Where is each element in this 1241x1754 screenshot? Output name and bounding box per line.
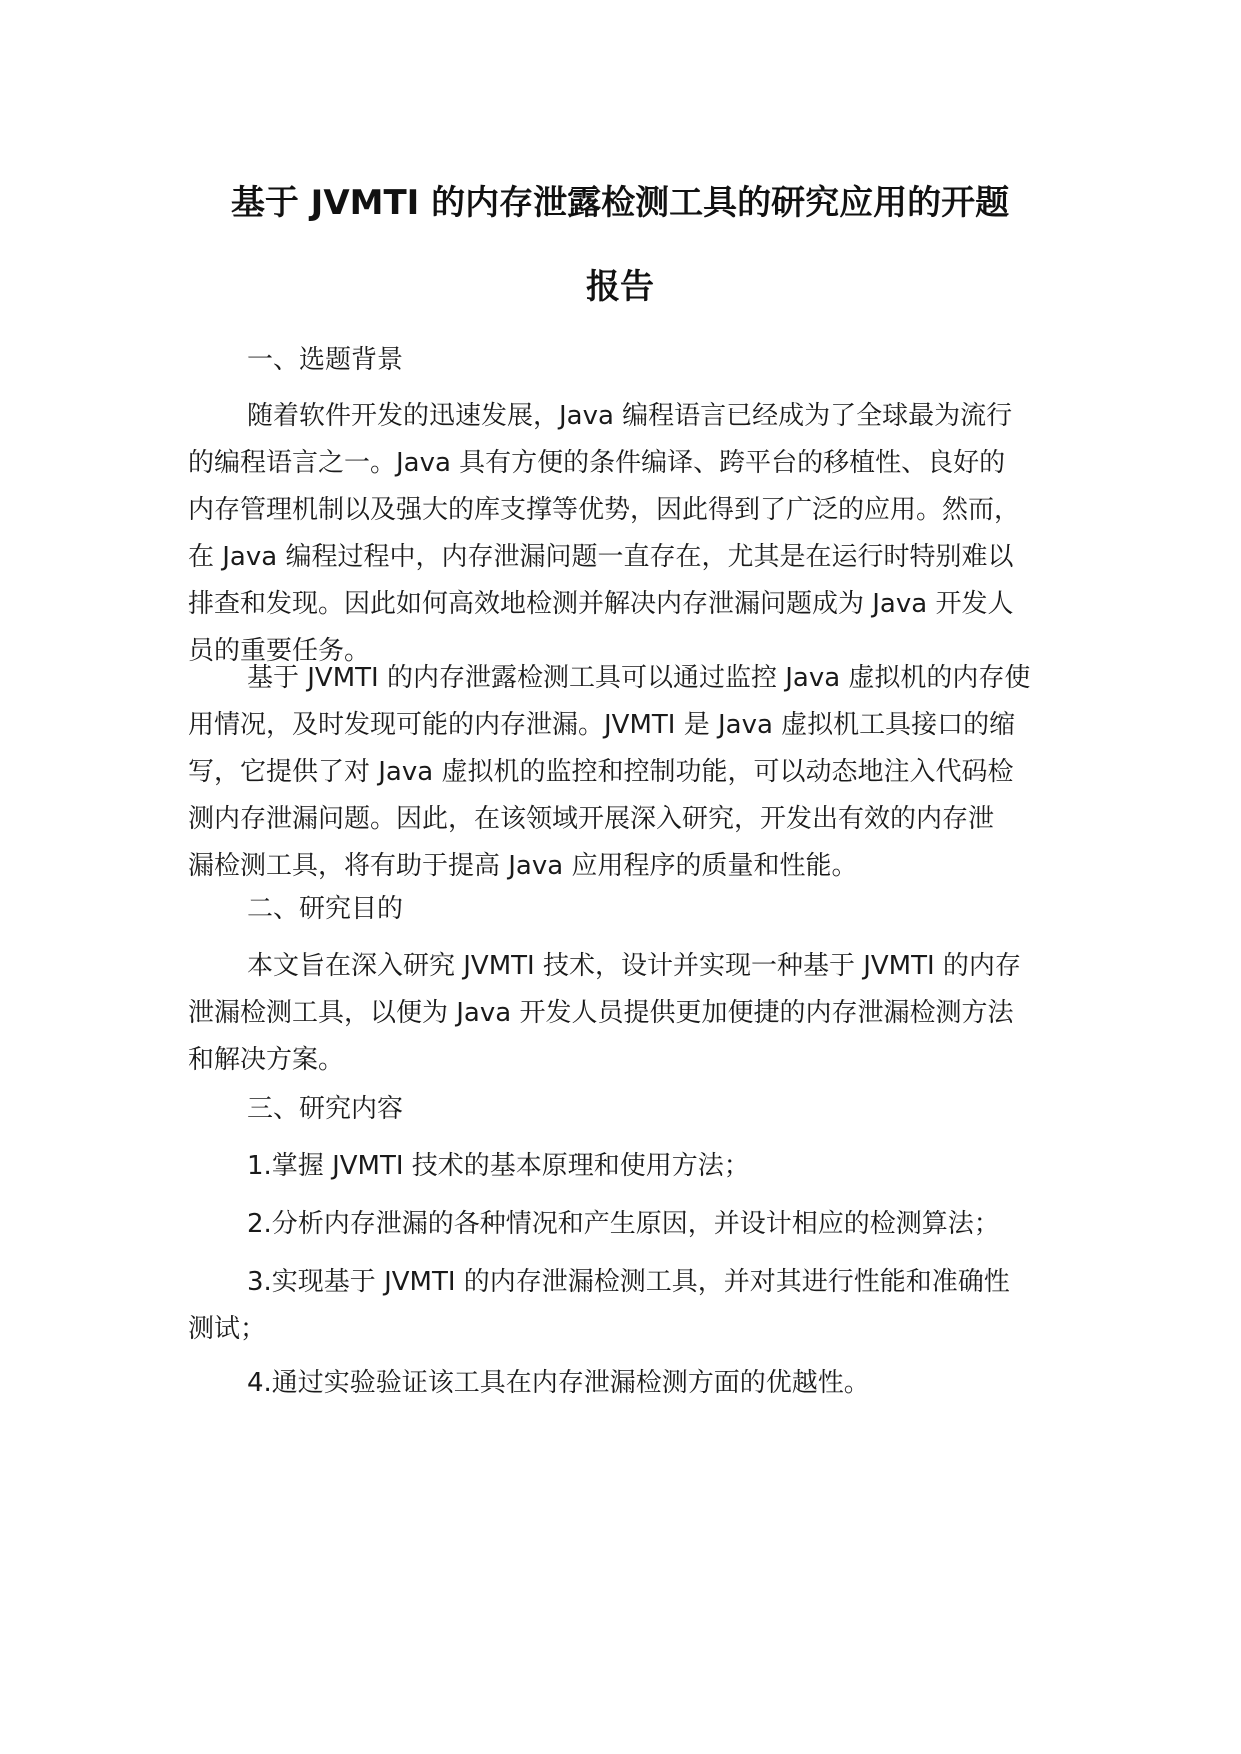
paragraph-line: 用情况，及时发现可能的内存泄漏。JVMTI 是 Java 虚拟机工具接口的缩 [188,710,1016,740]
paragraph-background-1 [188,393,1088,675]
section-heading-content [188,1086,1088,1133]
document-title-line-2: 报告 [586,267,654,307]
paragraph-line: 员的重要任务。 [188,636,371,666]
document-title-line-1: 基于 JVMTI 的内存泄露检测工具的研究应用的开题 [230,183,1010,223]
content-item-1 [188,1143,1088,1190]
content-item-2 [188,1201,1088,1248]
list-item-text: 测试； [188,1314,267,1344]
paragraph-line: 内存管理机制以及强大的库支撑等优势，因此得到了广泛的应用。然而， [188,495,1021,525]
section-heading-background [188,337,1088,384]
paragraph-line: 在 Java 编程过程中，内存泄漏问题一直存在，尤其是在运行时特别难以 [188,542,1014,572]
list-item-text: 4.通过实验验证该工具在内存泄漏检测方面的优越性。 [247,1368,870,1398]
paragraph-line: 和解决方案。 [188,1045,345,1075]
paragraph-line: 泄漏检测工具，以便为 Java 开发人员提供更加便捷的内存泄漏检测方法 [188,998,1014,1028]
list-item-text: 1.掌握 JVMTI 技术的基本原理和使用方法； [247,1151,750,1181]
paragraph-line: 基于 JVMTI 的内存泄露检测工具可以通过监控 Java 虚拟机的内存使 [247,663,1031,693]
heading-text: 二、研究目的 [247,894,404,924]
paragraph-line: 的编程语言之一。Java 具有方便的条件编译、跨平台的移植性、良好的 [188,448,1006,478]
paragraph-line: 测内存泄漏问题。因此，在该领域开展深入研究，开发出有效的内存泄 [188,804,995,834]
list-item-text: 2.分析内存泄漏的各种情况和产生原因，并设计相应的检测算法； [247,1209,1000,1239]
paragraph-line: 随着软件开发的迅速发展，Java 编程语言已经成为了全球最为流行 [247,401,1013,431]
section-heading-purpose [188,886,1088,933]
paragraph-purpose [188,943,1088,1084]
paragraph-line: 漏检测工具，将有助于提高 Java 应用程序的质量和性能。 [188,851,858,881]
list-item-text: 3.实现基于 JVMTI 的内存泄漏检测工具，并对其进行性能和准确性 [247,1267,1010,1297]
content-item-3 [188,1259,1088,1353]
heading-text: 三、研究内容 [247,1094,404,1124]
paragraph-background-2 [188,655,1088,890]
heading-text: 一、选题背景 [247,345,404,375]
paragraph-line: 本文旨在深入研究 JVMTI 技术，设计并实现一种基于 JVMTI 的内存 [247,951,1021,981]
paragraph-line: 排查和发现。因此如何高效地检测并解决内存泄漏问题成为 Java 开发人 [188,589,1014,619]
paragraph-line: 写，它提供了对 Java 虚拟机的监控和控制功能，可以动态地注入代码检 [188,757,1014,787]
content-item-4 [188,1360,1088,1407]
